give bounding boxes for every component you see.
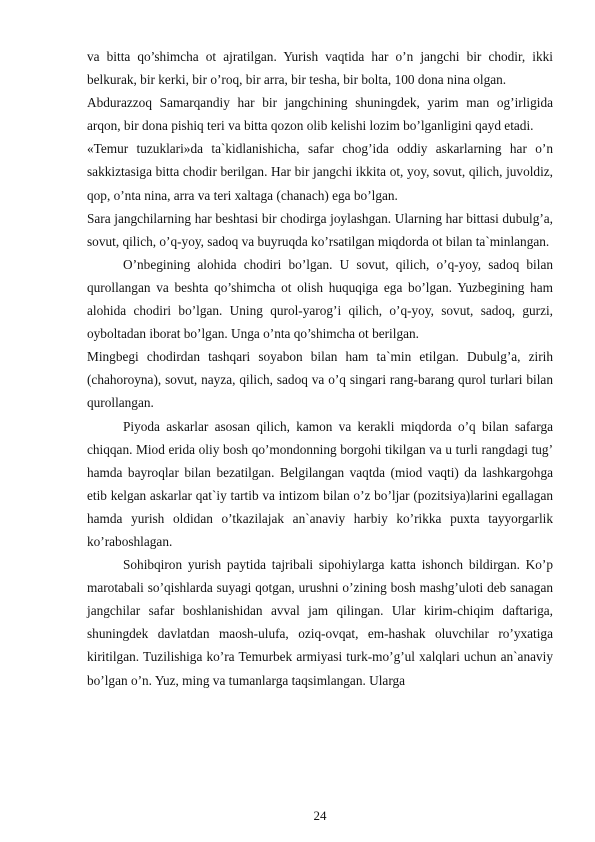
paragraph-2: Abdurazzoq Samarqandiy har bir jangchining shuningdek, yarim man og’irligida arqon, bir dona pishiq teri va bitta qozon olib kelishi lozim bo’lganligini qayd etadi. bbox=[87, 95, 553, 134]
page-number: 24 bbox=[313, 808, 327, 823]
body-text bbox=[87, 45, 553, 692]
paragraph-1: va bitta qo’shimcha ot ajratilgan. Yurish vaqtida har o’n jangchi bir chodir, ikki belkurak, bir kerki, bir o’roq, bir arra, bir tesha, bir bolta, 100 dona nina olgan. bbox=[87, 49, 553, 88]
paragraph-6: Mingbegi chodirdan tashqari soyabon bilan ham ta`min etilgan. Dubulg’a, zirih (chahoroyna), sovut, nayza, qilich, sadoq va o’q singari rang-barang qurol turlari bilan qurollangan. bbox=[87, 349, 553, 411]
paragraph-7: Piyoda askarlar asosan qilich, kamon va kerakli miqdorda o’q bilan safarga chiqqan. Miod erida oliy bosh qo’mondonning borgohi tikilgan va u turli rangdagi tug’ hamda bayroqlar bilan bezatilgan. Belgilangan vaqtda (miod vaqti) da lashkargohga etib kelgan askarlar qat`iy tartib va intizom bilan o’z bo’ljar (pozitsiya)larini egallagan hamda yurish oldidan o’tkazilajak an`anaviy harbiy ko’rikka puxta tayyorgarlik ko’raboshlagan. bbox=[87, 418, 553, 549]
paragraph-8: Sohibqiron yurish paytida tajribali sipohiylarga katta ishonch bildirgan. Ko’p marotabali so’qishlarda suyagi qotgan, urushni o’zining bosh mashg’uloti deb sanagan jangchilar safar boshlanishidan avval jam qilingan. Ular kirim-chiqim daftariga, shuningdek davlatdan maosh-ulufa, oziq-ovqat, em-hashak oluvchilar ro’yxatiga kiritilgan. Tuzilishiga ko’ra Temurbek armiyasi turk-mo’g’ul xalqlari uchun an`anaviy bo’lgan o’n. Yuz, ming va tumanlarga taqsimlangan. Ularga bbox=[87, 557, 553, 688]
paragraph-3: «Temur tuzuklari»da ta`kidlanishicha, safar chog’ida oddiy askarlarning har o’n sakkiztasiga bitta chodir berilgan. Har bir jangchi ikkita ot, yoy, sovut, qilich, juvoldiz, qop, o’nta nina, arra va teri xaltaga (chanach) ega bo’lgan. bbox=[87, 141, 553, 203]
paragraph-4: Sara jangchilarning har beshtasi bir chodirga joylashgan. Ularning har bittasi dubulg’a, sovut, qilich, o’q-yoy, sadoq va buyruqda ko’rsatilgan miqdorda ot bilan ta`minlangan. bbox=[87, 210, 553, 249]
paragraph-5: O’nbegining alohida chodiri bo’lgan. U sovut, qilich, o’q-yoy, sadoq bilan qurollangan va beshta qo’shimcha ot olish huquqiga ega bo’lgan. Yuzbegining ham alohida chodiri bo’lgan. Uning qurol-yarog’i qilich, o’q-yoy, sovut, sadoq, gurzi, oyboltadan iborat bo’lgan. Unga o’nta qo’shimcha ot berilgan. bbox=[87, 256, 553, 342]
